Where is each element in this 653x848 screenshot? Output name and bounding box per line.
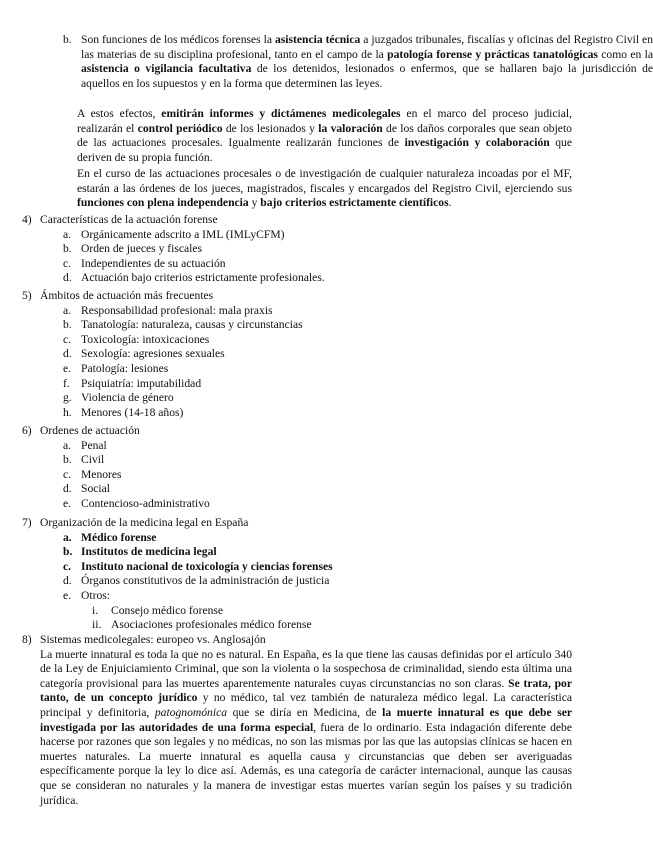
list-item: d. Social (63, 482, 110, 496)
sub-list-item: i. Consejo médico forense (92, 603, 224, 617)
list-item: b. Civil (63, 453, 105, 467)
paragraph-efectos: A estos efectos, emitirán informes y dictámenes medicolegales en el marco del proceso judicial, realizarán el control periódico de los lesionados y la valoración de los daños corporales que sean objeto de las actuaciones procesales. Igualmente realizarán funciones de investigación y colaboración que deriven de su propia función. (77, 107, 573, 164)
section-6 (0, 424, 600, 512)
list-item: b. Institutos de medicina legal (63, 545, 217, 559)
list-item: c. Independientes de su actuación (63, 256, 226, 270)
list-item: f. Psiquiatría: imputabilidad (63, 376, 202, 390)
list-item-text: Son funciones de los médicos forenses la asistencia técnica a juzgados tribunales, fiscalías y oficinas del Registro Civil en las materias de su disciplina profesional, tanto en el campo de la patología forense y prácticas tanatológicas como en la asistencia o vigilancia facultativa de los detenidos, lesionados o enfermos, que se hallaren bajo la jurisdicción de aquellos en los supuestos y en la forma que determinen las leyes. (81, 33, 653, 90)
list-item: a. Orgánicamente adscrito a IML (IMLyCFM) (63, 227, 285, 241)
list-item: e. Contencioso-administrativo (63, 496, 210, 510)
list-item: e. Otros: (63, 588, 110, 602)
section-heading: 8) Sistemas medicolegales: europeo vs. Anglosajón (22, 633, 266, 646)
list-item: b. Tanatología: naturaleza, causas y circunstancias (63, 318, 303, 332)
section-7 (0, 516, 600, 633)
list-item: e. Patología: lesiones (63, 361, 169, 375)
list-item: c. Toxicología: intoxicaciones (63, 332, 210, 346)
list-item: h. Menores (14-18 años) (63, 405, 184, 419)
list-item: c. Instituto nacional de toxicología y ciencias forenses (63, 559, 333, 573)
section-title: Sistemas medicolegales: europeo vs. Anglosajón (40, 633, 266, 646)
section-title: Ordenes de actuación (40, 424, 140, 437)
list-item: b. Orden de jueces y fiscales (63, 242, 203, 256)
section-heading: 4) Características de la actuación forense (22, 213, 218, 226)
section-title: Organización de la medicina legal en España (40, 516, 249, 529)
sub-list-item: ii. Asociaciones profesionales médico forense (92, 618, 312, 632)
list-item-b (0, 33, 653, 91)
list-item: a. Penal (63, 438, 107, 452)
list-item: d. Actuación bajo criterios estrictamente profesionales. (63, 271, 325, 285)
section-4 (0, 213, 600, 286)
list-item: d. Órganos constitutivos de la administración de justicia (63, 574, 330, 588)
section-body-paragraph: La muerte innatural es toda la que no es natural. En España, es la que tiene las causas definidas por el artículo 340 de la Ley de Enjuiciamiento Criminal, que son la violenta o la sospechosa de criminalidad, siendo esta última una categoría provisional para las muertes aparentemente naturales cuyas circunstancias no son claras. Se trata, por tanto, de un concepto jurídico y no médico, tal vez también de naturaleza médico legal. La característica principal y definitoria, patognomónica que se diría en Medicina, de la muerte innatural es que debe ser investigada por las autoridades de una forma especial, fuera de lo ordinario. Esta indagación diferente debe hacerse por razones que son legales y no médicas, no son las mismas por las que las autopsias clínicas se hacen en muertes naturales. La muerte innatural es aquella causa y circunstancias que deben ser averiguadas específicamente porque la ley lo dice así. Además, es una categoría de carácter internacional, aunque las causas que se consideran no naturales y la manera de investigar estas muertes varían según los países y su tradición jurídica. (40, 647, 573, 807)
section-title: Características de la actuación forense (40, 213, 218, 226)
section-5 (0, 289, 600, 420)
list-item: g. Violencia de género (63, 391, 174, 405)
list-item: a. Responsabilidad profesional: mala praxis (63, 303, 273, 317)
section-heading: 7) Organización de la medicina legal en España (22, 516, 249, 529)
section-heading: 5) Ámbitos de actuación más frecuentes (22, 289, 214, 302)
section-8 (0, 633, 600, 808)
list-item: c. Menores (63, 467, 122, 481)
section-heading: 6) Ordenes de actuación (22, 424, 140, 437)
list-item: a. Médico forense (63, 530, 157, 544)
list-item: d. Sexología: agresiones sexuales (63, 347, 225, 361)
paragraph-actuaciones: En el curso de las actuaciones procesales o de investigación de cualquier naturaleza incoadas por el MF, estarán a las órdenes de los jueces, magistrados, fiscales y encargados del Registro Civil, ejerciendo sus funciones con plena independencia y bajo criterios estrictamente científicos. (77, 167, 572, 210)
list-marker: b. (63, 33, 72, 46)
section-title: Ámbitos de actuación más frecuentes (40, 289, 214, 302)
